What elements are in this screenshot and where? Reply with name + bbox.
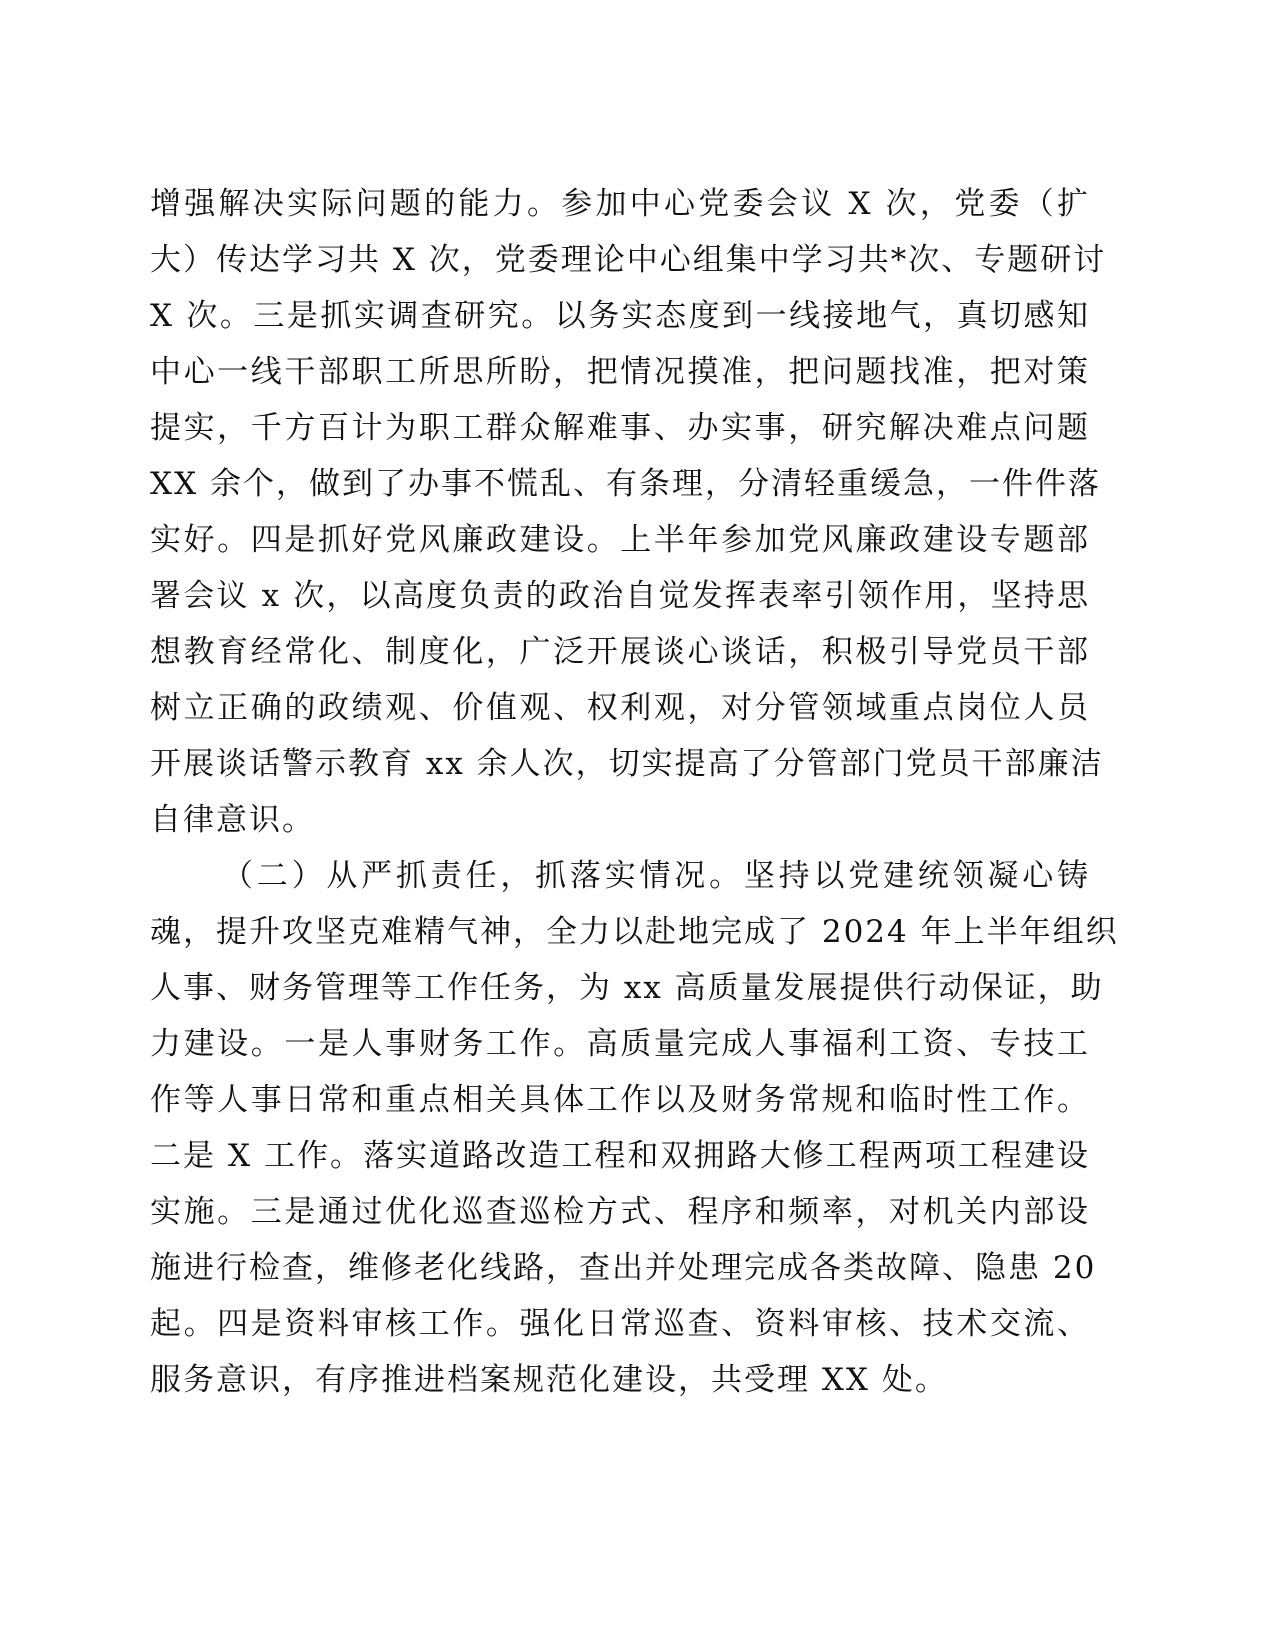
text-line: 力建设。一是人事财务工作。高质量完成人事福利工资、专技工 (150, 1026, 1090, 1062)
text-line: 人事、财务管理等工作任务，为 xx 高质量发展提供行动保证，助 (150, 970, 1104, 1006)
text-line: 实好。四是抓好党风廉政建设。上半年参加党风廉政建设专题部 (150, 522, 1090, 558)
text-line: XX 余个，做到了办事不慌乱、有条理，分清轻重缓急，一件件落 (150, 466, 1101, 502)
text-line: 开展谈话警示教育 xx 余人次，切实提高了分管部门党员干部廉洁 (150, 746, 1104, 782)
text-line: 增强解决实际问题的能力。参加中心党委会议 X 次，党委（扩 (150, 186, 1090, 222)
text-line: 大）传达学习共 X 次，党委理论中心组集中学习共*次、专题研讨 (150, 242, 1107, 278)
text-line: 实施。三是通过优化巡查巡检方式、程序和频率，对机关内部设 (150, 1194, 1090, 1230)
text-line: 树立正确的政绩观、价值观、权利观，对分管领域重点岗位人员 (150, 690, 1090, 726)
text-line: 自律意识。 (150, 802, 315, 838)
text-line: 作等人事日常和重点相关具体工作以及财务常规和临时性工作。 (150, 1082, 1090, 1118)
text-line: 服务意识，有序推进档案规范化建设，共受理 XX 处。 (150, 1362, 948, 1398)
text-line: X 次。三是抓实调查研究。以务实态度到一线接地气，真切感知 (150, 298, 1090, 334)
text-line: 二是 X 工作。落实道路改造工程和双拥路大修工程两项工程建设 (150, 1138, 1090, 1174)
text-line: 提实，千方百计为职工群众解难事、办实事，研究解决难点问题 (150, 410, 1090, 446)
text-line: 中心一线干部职工所思所盼，把情况摸准，把问题找准，把对策 (150, 354, 1090, 390)
document-body (150, 176, 1119, 1408)
text-line: 施进行检查，维修老化线路，查出并处理完成各类故障、隐患 20 (150, 1250, 1097, 1286)
section-heading-line: （二）从严抓责任，抓落实情况。坚持以党建统领凝心铸 (222, 858, 1090, 894)
text-line: 起。四是资料审核工作。强化日常巡查、资料审核、技术交流、 (150, 1306, 1090, 1342)
text-line: 想教育经常化、制度化，广泛开展谈心谈话，积极引导党员干部 (150, 634, 1090, 670)
text-line: 署会议 x 次，以高度负责的政治自觉发挥表率引领作用，坚持思 (150, 578, 1090, 614)
text-line: 魂，提升攻坚克难精气神，全力以赴地完成了 2024 年上半年组织 (150, 914, 1119, 950)
